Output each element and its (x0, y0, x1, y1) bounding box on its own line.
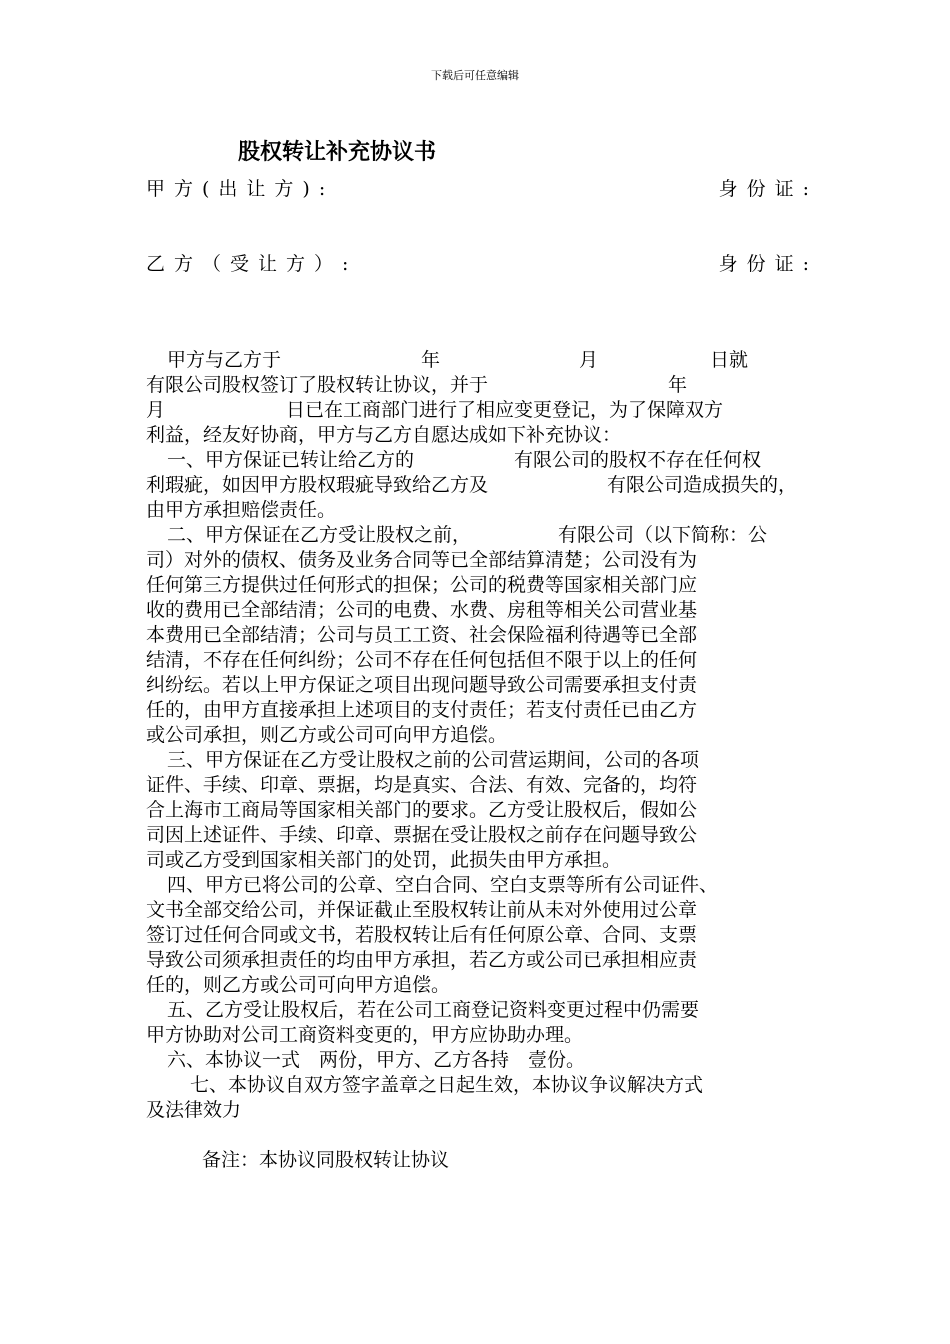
clause4-line: 导致公司须承担责任的均由甲方承担，若乙方或公司已承担相应责 (146, 949, 698, 971)
intro-text: 有限公司股权签订了股权转让协议，并于 (146, 374, 489, 396)
header-note: 下载后可任意编辑 (431, 69, 519, 82)
intro-line-1 (146, 348, 818, 373)
clause4-line: 任的，则乙方或公司可向甲方追偿。 (146, 974, 451, 996)
intro-text: 日已在工商部门进行了相应变更登记，为了保障双方 (286, 399, 724, 421)
clause2-line: 结清，不存在任何纠纷；公司不存在任何包括但不限于以上的任何 (146, 649, 698, 671)
party-b-id-label: 身份证: (718, 253, 818, 275)
clause3-line: 司因上述证件、手续、印章、票据在受让股权之前存在问题导致公 (146, 824, 698, 846)
intro-year: 年 (668, 374, 688, 396)
clause2-line: 任的，由甲方直接承担上述项目的支付责任；若支付责任已由乙方 (146, 699, 698, 721)
clause5-line: 甲方协助对公司工商资料变更的，甲方应协助办理。 (146, 1024, 584, 1046)
clause4-line: 签订过任何合同或文书，若股权转让后有任何原公章、合同、支票 (146, 924, 698, 946)
clause3-line: 司或乙方受到国家相关部门的处罚，此损失由甲方承担。 (146, 849, 622, 871)
clause4-line: 文书全部交给公司，并保证截止至股权转让前从未对外使用过公章 (146, 899, 698, 921)
document-title: 股权转让补充协议书 (238, 140, 437, 165)
clause3-line: 合上海市工商局等国家相关部门的要求。乙方受让股权后，假如公 (146, 799, 698, 821)
intro-text: 甲方与乙方于 (167, 349, 282, 371)
clause2-text: 有限公司（以下简称：公 (558, 524, 768, 546)
intro-month: 月 (146, 399, 166, 421)
clause6-line: 六、本协议一式 两份，甲方、乙方各持 壹份。 (167, 1049, 586, 1071)
remark-note: 备注：本协议同股权转让协议 (202, 1149, 450, 1171)
clause3-line: 证件、手续、印章、票据，均是真实、合法、有效、完备的，均符 (146, 774, 698, 796)
clause1-text: 一、甲方保证已转让给乙方的 (167, 449, 415, 471)
agreement-body (146, 348, 818, 1123)
clause2-line: 或公司承担，则乙方或公司可向甲方追偿。 (146, 724, 508, 746)
party-a-id-label: 身份证: (718, 178, 818, 200)
intro-line-2 (146, 373, 818, 398)
clause3-line: 三、甲方保证在乙方受让股权之前的公司营运期间，公司的各项 (167, 749, 700, 771)
intro-year: 年 (421, 349, 441, 371)
clause1-line (146, 448, 818, 473)
clause2-line (146, 523, 818, 548)
intro-day: 日就 (710, 349, 749, 371)
clause2-line: 本费用已全部结清；公司与员工工资、社会保险福利待遇等已全部 (146, 624, 698, 646)
clause1-text: 有限公司造成损失的， (607, 474, 798, 496)
party-a-label: 甲方(出让方): (146, 178, 335, 200)
clause1-line: 由甲方承担赔偿责任。 (146, 499, 337, 521)
clause2-line: 任何第三方提供过任何形式的担保；公司的税费等国家相关部门应 (146, 574, 698, 596)
clause2-line: 纠纷纭。若以上甲方保证之项目出现问题导致公司需要承担支付责 (146, 674, 698, 696)
clause5-line: 五、乙方受让股权后，若在公司工商登记资料变更过程中仍需要 (167, 999, 700, 1021)
clause4-line: 四、甲方已将公司的公章、空白合同、空白支票等所有公司证件、 (167, 874, 719, 896)
intro-line-4: 利益，经友好协商，甲方与乙方自愿达成如下补充协议： (146, 424, 622, 446)
clause7-line: 七、本协议自双方签字盖章之日起生效，本协议争议解决方式 (190, 1074, 704, 1096)
intro-month: 月 (579, 349, 599, 371)
clause2-text: 二、甲方保证在乙方受让股权之前， (167, 524, 472, 546)
clause2-line: 收的费用已全部结清；公司的电费、水费、房租等相关公司营业基 (146, 599, 698, 621)
clause1-line (146, 473, 818, 498)
intro-line-3 (146, 398, 818, 423)
clause2-line: 司）对外的债权、债务及业务合同等已全部结算清楚；公司没有为 (146, 549, 698, 571)
clause7-line: 及法律效力 (146, 1099, 242, 1121)
clause1-text: 利瑕疵，如因甲方股权瑕疵导致给乙方及 (146, 474, 489, 496)
party-b-label: 乙方（受让方）: (146, 253, 358, 275)
clause1-text: 有限公司的股权不存在任何权 (514, 449, 762, 471)
